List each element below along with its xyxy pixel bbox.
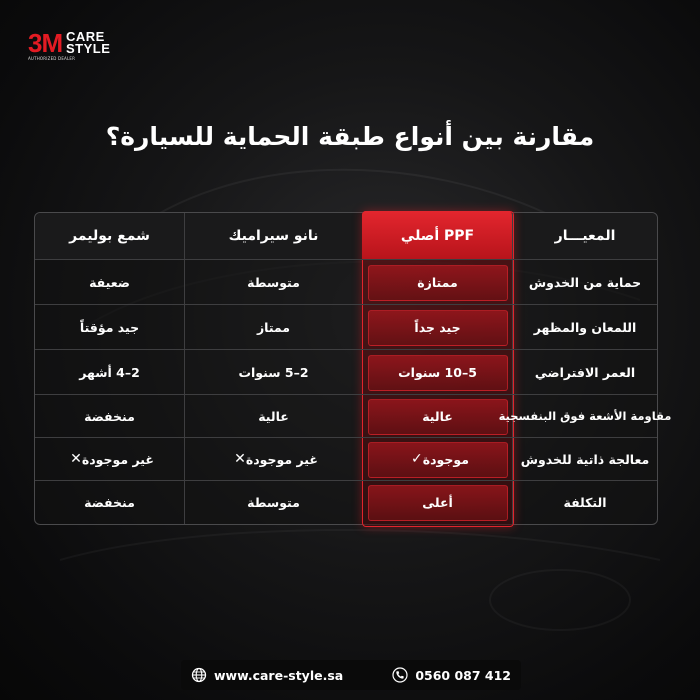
globe-icon xyxy=(191,667,207,683)
ppf-cell xyxy=(363,438,512,480)
criterion-cell: حماية من الخدوش xyxy=(528,274,642,290)
criterion-cell: العمر الافتراضي xyxy=(534,364,636,380)
criterion-cell: مقاومة الأشعة فوق البنفسجية xyxy=(498,409,672,423)
table-header-row xyxy=(35,213,657,259)
nano-ceramic-cell xyxy=(185,438,362,480)
criterion-cell: اللمعان والمظهر xyxy=(533,319,637,335)
cross-icon: ✕ xyxy=(234,451,246,467)
polymer-wax-cell: ضعيفة xyxy=(89,274,130,290)
nano-ceramic-cell: ممتاز xyxy=(256,319,291,335)
header-ppf: PPF أصلي xyxy=(400,228,475,244)
ppf-cell: ممتازة xyxy=(417,274,458,290)
header-nano-ceramic: نانو سيراميك xyxy=(228,228,319,244)
table-row xyxy=(35,481,657,523)
website-text: www.care-style.sa xyxy=(214,667,344,683)
ppf-cell: أعلى xyxy=(422,494,453,510)
website-link[interactable] xyxy=(191,667,343,683)
nano-ceramic-cell: عالية xyxy=(258,408,289,424)
ppf-cell: عالية xyxy=(422,408,453,424)
logo-care: CARE xyxy=(66,29,105,44)
polymer-wax-cell: منخفضة xyxy=(84,494,135,510)
table-row xyxy=(35,260,657,304)
criterion-cell: التكلفة xyxy=(563,494,607,510)
criterion-cell: معالجة ذاتية للخدوش xyxy=(520,451,650,467)
header-criterion: المعيـــار xyxy=(554,228,616,244)
header-polymer-wax: شمع بوليمر xyxy=(69,228,150,244)
nano-ceramic-cell: متوسطة xyxy=(247,274,300,290)
nano-ceramic-cell: 2–5 سنوات xyxy=(238,364,309,380)
contact-footer xyxy=(181,660,521,690)
polymer-wax-cell xyxy=(35,438,184,480)
self-healing-ppf-label: موجودة xyxy=(422,451,469,467)
logo-3m: 3M xyxy=(28,28,63,58)
self-healing-wax-label: غير موجودة xyxy=(81,451,154,467)
comparison-table xyxy=(34,212,672,525)
phone-icon xyxy=(392,667,408,683)
phone-text: 0560 087 412 xyxy=(415,667,511,683)
phone-link[interactable] xyxy=(392,667,511,683)
polymer-wax-cell: 2–4 أشهر xyxy=(79,364,140,380)
table-row xyxy=(35,305,657,349)
table-row xyxy=(35,438,657,480)
cross-icon: ✕ xyxy=(70,451,82,467)
page-title: مقارنة بين أنواع طبقة الحماية للسيارة؟ xyxy=(105,122,595,151)
check-icon: ✓ xyxy=(411,451,423,467)
logo-style: STYLE xyxy=(66,41,111,56)
nano-ceramic-cell: متوسطة xyxy=(247,494,300,510)
ppf-cell: 5–10 سنوات xyxy=(398,364,477,380)
table-row xyxy=(35,395,672,437)
ppf-cell: جيد جداً xyxy=(414,319,461,335)
polymer-wax-cell: جيد مؤقتاً xyxy=(79,319,140,335)
table-row xyxy=(35,350,657,394)
polymer-wax-cell: منخفضة xyxy=(84,408,135,424)
self-healing-nano-label: غير موجودة xyxy=(245,451,318,467)
brand-logo xyxy=(28,30,118,60)
logo-subtitle: AUTHORIZED DEALER xyxy=(28,56,76,61)
